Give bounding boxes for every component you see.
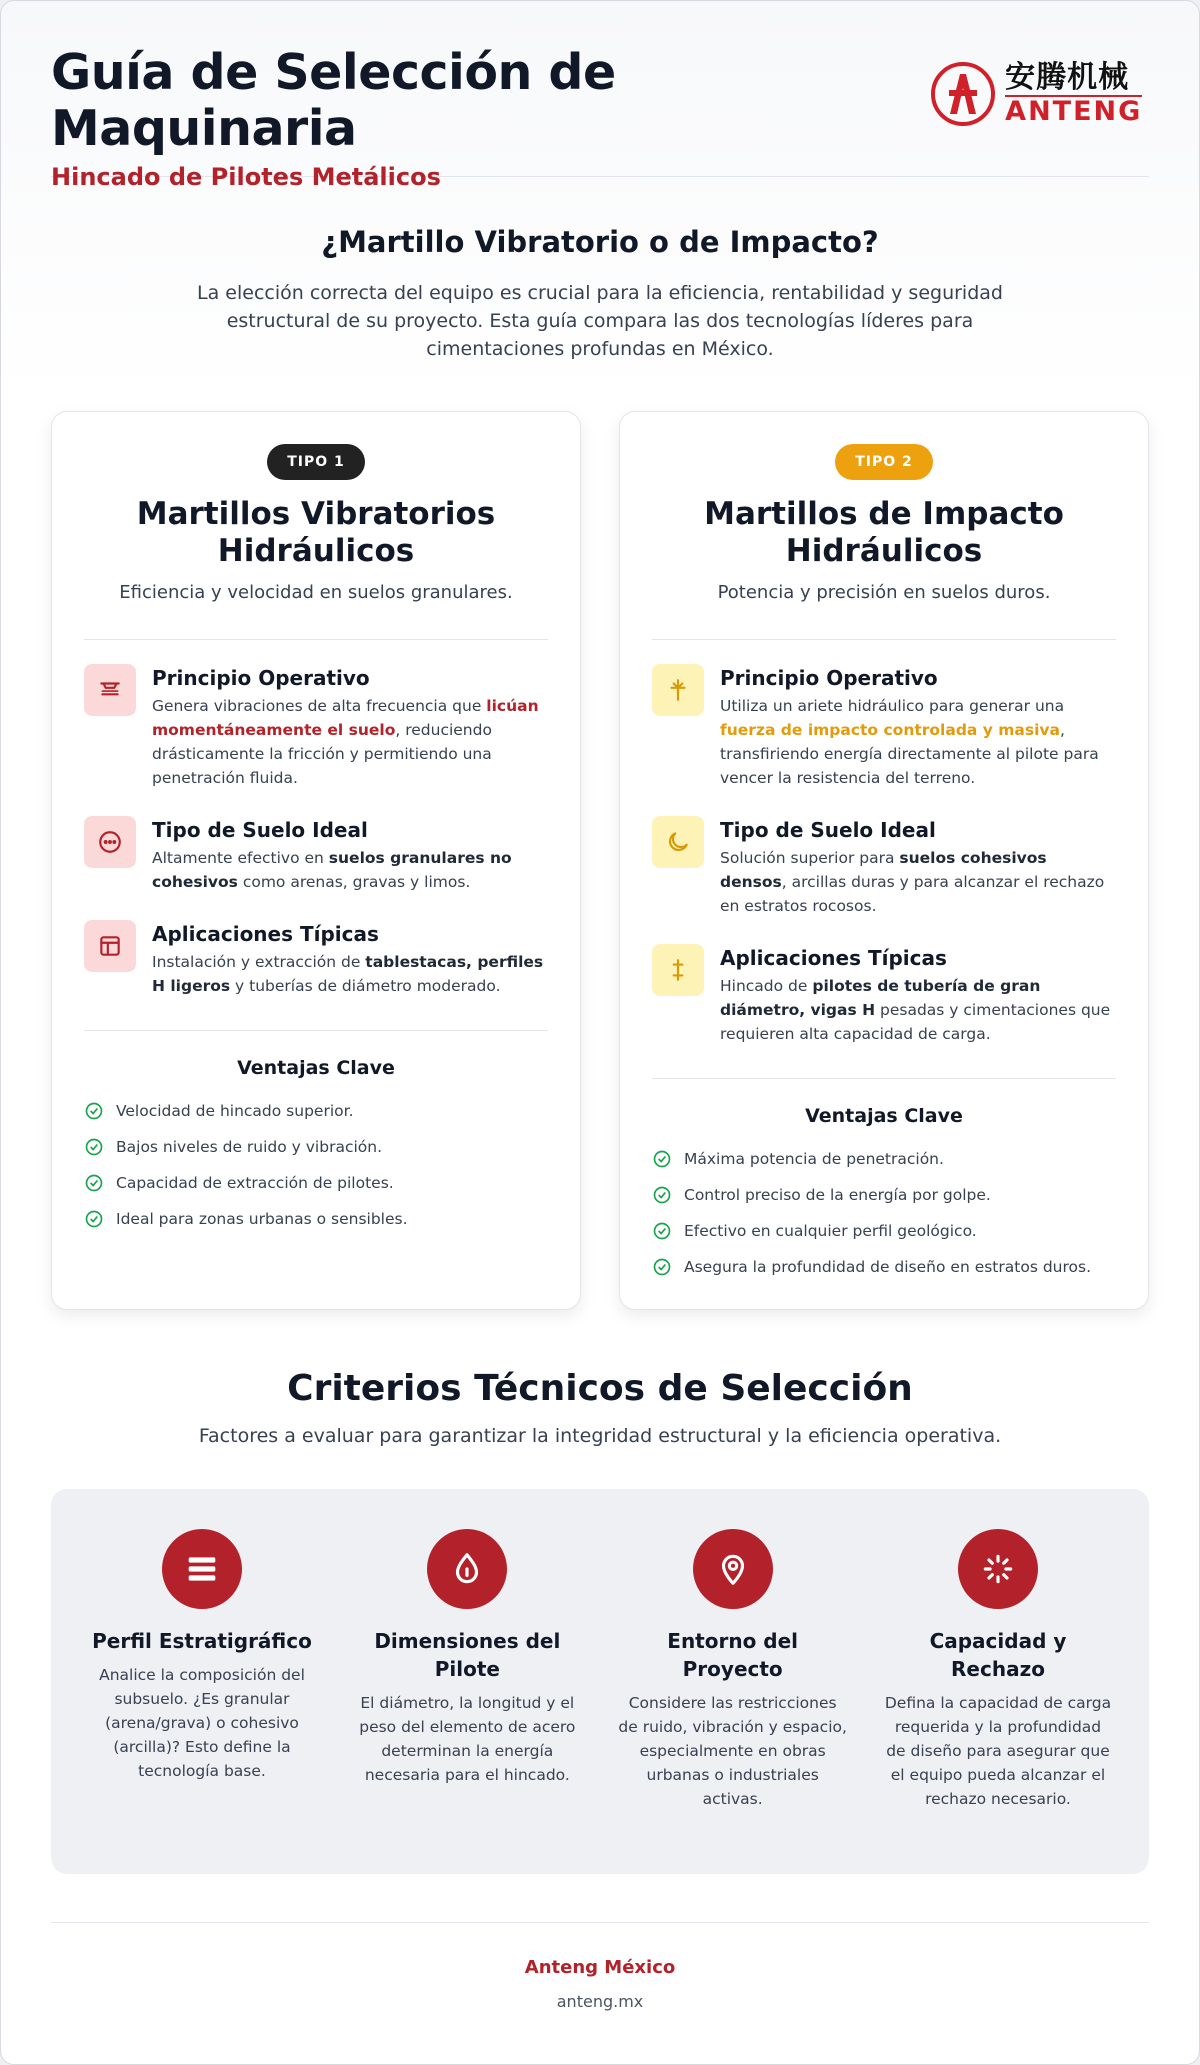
criterion-text: Considere las restricciones de ruido, vibración y espacio, especialmente en obras urbanas o industriales activas.	[618, 1694, 847, 1808]
vibration-icon	[84, 664, 136, 716]
feature-title: Tipo de Suelo Ideal	[152, 818, 368, 842]
feature-applications	[652, 944, 1116, 1046]
anteng-logo	[929, 57, 1149, 131]
granular-icon	[84, 816, 136, 868]
feature-title: Aplicaciones Típicas	[152, 922, 379, 946]
feature-ideal-soil	[84, 816, 548, 894]
feature-title: Tipo de Suelo Ideal	[720, 818, 936, 842]
feature-operating-principle	[84, 664, 548, 790]
feature-title: Aplicaciones Típicas	[720, 946, 947, 970]
criterion-title: Capacidad y Rechazo	[929, 1629, 1067, 1681]
feature-text: Utiliza un ariete hidráulico para generar una fuerza de impacto controlada y masiva, transfiriendo energía directamente al pilote para vencer la resistencia del terreno.	[720, 697, 1099, 787]
card-impact	[619, 411, 1149, 1310]
check-circle-icon	[652, 1257, 672, 1277]
list-item: Bajos niveles de ruido y vibración.	[84, 1129, 548, 1165]
card-tagline: Eficiencia y velocidad en suelos granulares.	[119, 582, 513, 603]
advantages-title: Ventajas Clave	[237, 1057, 395, 1079]
criterion-title: Entorno del Proyecto	[667, 1629, 799, 1681]
card-title: Martillos Vibratorios Hidráulicos	[136, 496, 496, 569]
criterion-text: Analice la composición del subsuelo. ¿Es granular (arena/grava) o cohesivo (arcilla)? Esto define la tecnología base.	[99, 1666, 305, 1780]
check-circle-icon	[84, 1173, 104, 1193]
list-item: Asegura la profundidad de diseño en estratos duros.	[652, 1249, 1116, 1285]
intro-heading: ¿Martillo Vibratorio o de Impacto?	[321, 225, 879, 259]
advantages-list	[652, 1141, 1116, 1285]
criteria-header	[51, 1368, 1149, 1447]
list-item: Efectivo en cualquier perfil geológico.	[652, 1213, 1116, 1249]
list-item: Máxima potencia de penetración.	[652, 1141, 1116, 1177]
criterion-capacity-refusal	[883, 1529, 1113, 1874]
divider	[84, 1030, 548, 1031]
criterion-title: Perfil Estratigráfico	[92, 1629, 312, 1653]
drop-icon	[427, 1529, 507, 1609]
logo-cn: 安腾机械	[1005, 60, 1130, 95]
card-vibratory	[51, 411, 581, 1310]
type-badge: TIPO 1	[267, 444, 365, 480]
loader-icon	[958, 1529, 1038, 1609]
criterion-pile-dimensions	[352, 1529, 582, 1874]
page-title: Guía de Selección de Maquinaria	[51, 44, 616, 157]
list-item: Control preciso de la energía por golpe.	[652, 1177, 1116, 1213]
logo-wordmark	[1005, 61, 1142, 127]
divider	[652, 1078, 1116, 1079]
moon-icon	[652, 816, 704, 868]
check-circle-icon	[84, 1101, 104, 1121]
footer-brand: Anteng México	[524, 1957, 676, 1978]
footer	[51, 1922, 1149, 2011]
check-circle-icon	[84, 1209, 104, 1229]
pile-icon	[652, 944, 704, 996]
impact-icon	[652, 664, 704, 716]
header-titles	[51, 45, 929, 191]
intro-text: La elección correcta del equipo es crucial para la eficiencia, rentabilidad y seguridad estructural de su proyecto. Esta guía compara las dos tecnologías líderes para cimentaciones profundas en México.	[197, 282, 1003, 360]
criterion-text: Defina la capacidad de carga requerida y la profundidad de diseño para asegurar que el equipo pueda alcanzar el rechazo necesario.	[884, 1694, 1112, 1808]
divider	[652, 639, 1116, 640]
feature-text: Solución superior para suelos cohesivos densos, arcillas duras y para alcanzar el rechazo en estratos rocosos.	[720, 849, 1105, 915]
feature-text: Genera vibraciones de alta frecuencia que licúan momentáneamente el suelo, reduciendo drásticamente la fricción y permitiendo una penetración fluida.	[152, 697, 539, 787]
check-circle-icon	[652, 1221, 672, 1241]
layers-icon	[162, 1529, 242, 1609]
header	[51, 1, 1149, 191]
check-circle-icon	[84, 1137, 104, 1157]
criterion-title: Dimensiones del Pilote	[374, 1629, 561, 1681]
divider	[84, 639, 548, 640]
criterion-text: El diámetro, la longitud y el peso del elemento de acero determinan la energía necesaria para el hincado.	[359, 1694, 576, 1784]
feature-applications	[84, 920, 548, 998]
criteria-heading: Criterios Técnicos de Selección	[287, 1368, 913, 1409]
comparison-cards	[51, 411, 1149, 1310]
logo-en: ANTENG	[1005, 96, 1143, 127]
card-tagline: Potencia y precisión en suelos duros.	[717, 582, 1051, 603]
criterion-stratigraphy	[87, 1529, 317, 1874]
check-circle-icon	[652, 1185, 672, 1205]
layout-icon	[84, 920, 136, 972]
check-circle-icon	[652, 1149, 672, 1169]
feature-text: Altamente efectivo en suelos granulares no cohesivos como arenas, gravas y limos.	[152, 849, 512, 891]
feature-title: Principio Operativo	[720, 666, 938, 690]
list-item: Ideal para zonas urbanas o sensibles.	[84, 1201, 548, 1237]
list-item: Capacidad de extracción de pilotes.	[84, 1165, 548, 1201]
feature-title: Principio Operativo	[152, 666, 370, 690]
criteria-panel	[51, 1489, 1149, 1874]
feature-text: Instalación y extracción de tablestacas, perfiles H ligeros y tuberías de diámetro moderado.	[152, 953, 544, 995]
criteria-subheading: Factores a evaluar para garantizar la integridad estructural y la eficiencia operativa.	[198, 1425, 1002, 1447]
type-badge: TIPO 2	[835, 444, 933, 480]
intro-section	[51, 177, 1149, 363]
criterion-project-environment	[618, 1529, 848, 1874]
advantages-title: Ventajas Clave	[805, 1105, 963, 1127]
feature-ideal-soil	[652, 816, 1116, 918]
card-title: Martillos de Impacto Hidráulicos	[704, 496, 1064, 569]
page-subtitle: Hincado de Pilotes Metálicos	[51, 163, 441, 191]
footer-url[interactable]: anteng.mx	[556, 1992, 644, 2011]
anteng-logo-icon	[929, 60, 997, 128]
advantages-list	[84, 1093, 548, 1237]
list-item: Velocidad de hincado superior.	[84, 1093, 548, 1129]
location-pin-icon	[693, 1529, 773, 1609]
feature-operating-principle	[652, 664, 1116, 790]
feature-text: Hincado de pilotes de tubería de gran diámetro, vigas H pesadas y cimentaciones que requieren alta capacidad de carga.	[720, 977, 1111, 1043]
